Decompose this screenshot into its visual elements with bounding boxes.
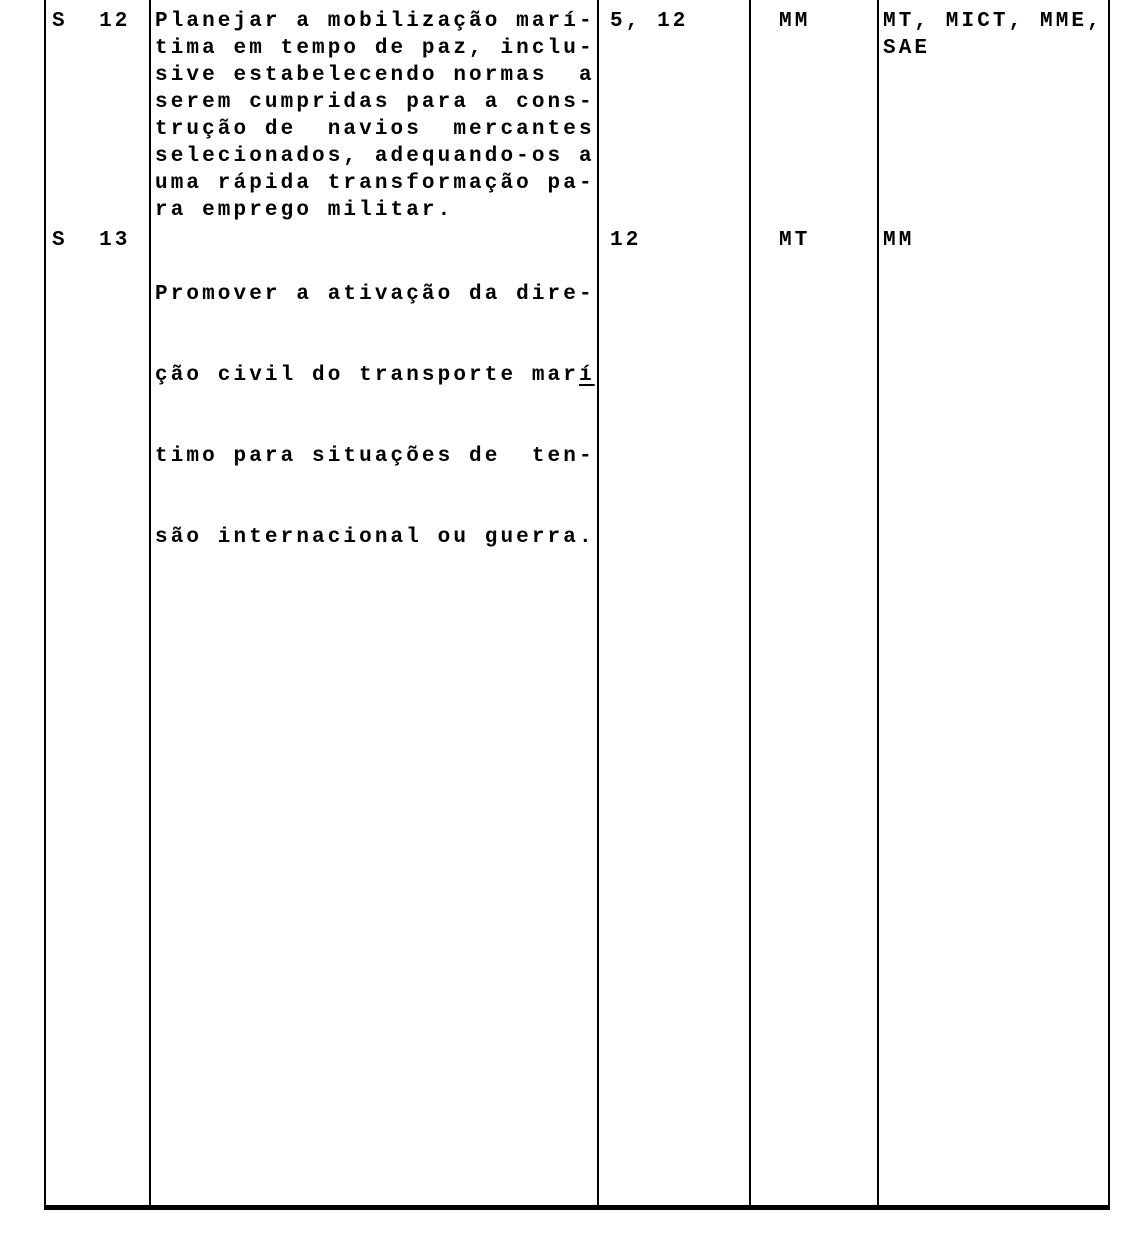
description-s13-line4: são internacional ou guerra.: [155, 526, 595, 549]
plan-ref-s13: 12: [610, 229, 642, 252]
description-s13-line2-main: ção civil do transporte mar: [155, 364, 579, 387]
column-description: [151, 0, 599, 1205]
actions-table: [44, 0, 1110, 1210]
description-s13-line3: timo para situações de ten-: [155, 445, 595, 468]
description-s13-line2-underlined: í: [578, 364, 595, 387]
description-s12: Planejar a mobilização marí- tima em tempo de paz, inclu- sive estabelecendo normas a serem cumpridas para a cons- trução de navios mercantes selecionados, adequando-os a uma rápida transformação pa- ra emprego militar.: [155, 10, 595, 222]
column-action-id: [46, 0, 151, 1205]
description-s13-line2: [155, 362, 597, 389]
description-s13: [151, 227, 597, 605]
participants-s13: MM: [883, 229, 915, 252]
responsible-s13: MT: [779, 229, 811, 252]
participants-s12: MT, MICT, MME, SAE: [883, 10, 1103, 60]
responsible-s12: MM: [779, 10, 811, 33]
column-responsible: [751, 0, 879, 1205]
action-id-s13: S 13: [52, 229, 131, 252]
plan-ref-s12: 5, 12: [610, 10, 689, 33]
action-id-s12: S 12: [52, 10, 131, 33]
column-plan-ref: [599, 0, 751, 1205]
description-s13-line1: Promover a ativação da dire-: [155, 283, 595, 306]
column-participants: [879, 0, 1110, 1205]
